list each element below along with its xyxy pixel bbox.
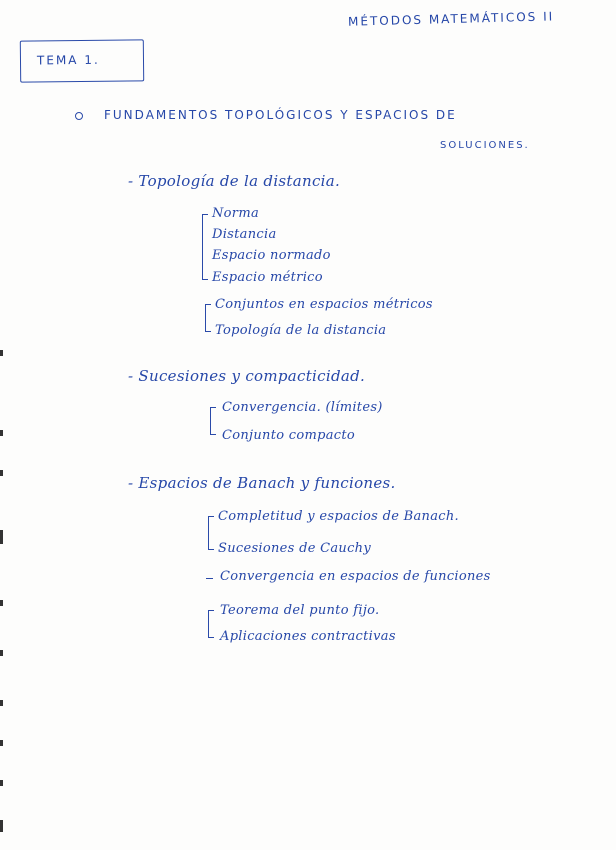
list-item: Convergencia. (límites) xyxy=(222,400,383,415)
list-item: Conjunto compacto xyxy=(222,428,356,443)
tema-label: TEMA 1. xyxy=(36,52,100,68)
list-item: Aplicaciones contractivas xyxy=(220,629,396,644)
main-topic-line1: FUNDAMENTOS TOPOLÓGICOS Y ESPACIOS DE xyxy=(104,108,457,122)
list-item: Distancia xyxy=(212,227,277,242)
list-item: Sucesiones de Cauchy xyxy=(218,541,371,556)
section-title: - Sucesiones y compacticidad. xyxy=(128,367,366,385)
list-item: Conjuntos en espacios métricos xyxy=(215,297,433,312)
scan-margin-marks xyxy=(0,350,3,850)
list-item: Completitud y espacios de Banach. xyxy=(218,509,459,524)
list-item: Norma xyxy=(212,206,259,221)
group-bracket xyxy=(210,407,216,435)
list-item: Topología de la distancia xyxy=(215,323,387,338)
group-bracket xyxy=(202,214,208,280)
tema-box xyxy=(20,39,144,82)
main-topic-line2: SOLUCIONES. xyxy=(440,140,530,151)
list-item: Espacio métrico xyxy=(212,270,323,285)
group-dash xyxy=(206,578,213,579)
section-title: - Topología de la distancia. xyxy=(128,172,341,190)
course-title: MÉTODOS MATEMÁTICOS II xyxy=(347,9,555,29)
group-bracket xyxy=(205,304,211,332)
list-item: Teorema del punto fijo. xyxy=(220,603,380,618)
bullet-icon xyxy=(75,112,83,120)
group-bracket xyxy=(208,516,214,550)
group-bracket xyxy=(208,610,214,638)
section-title: - Espacios de Banach y funciones. xyxy=(128,474,396,492)
list-item: Espacio normado xyxy=(212,248,331,263)
list-item: Convergencia en espacios de funciones xyxy=(220,569,491,584)
